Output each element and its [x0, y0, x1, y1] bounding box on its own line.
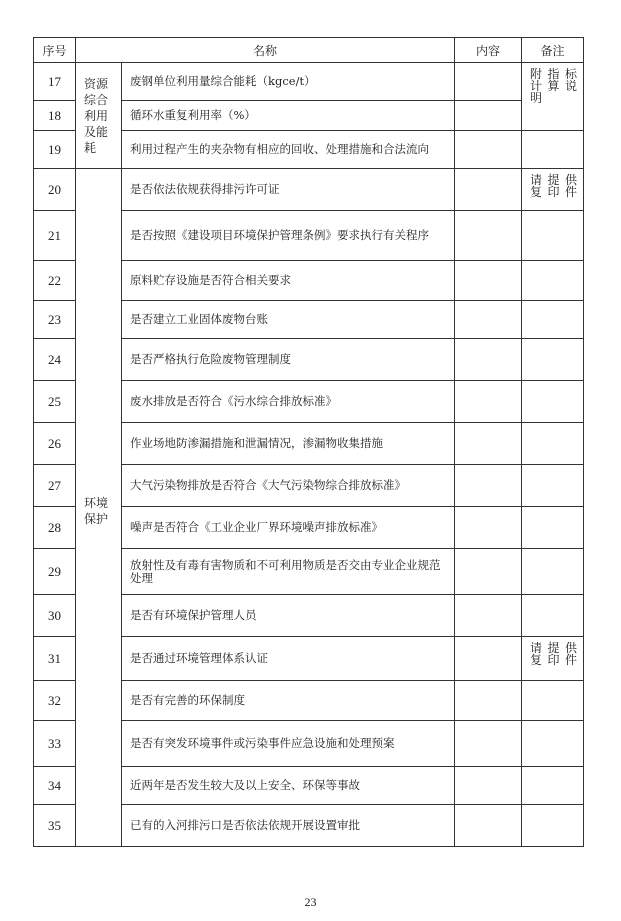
note-cell: [522, 423, 584, 465]
row-number: 26: [34, 423, 76, 465]
content-cell: [455, 465, 522, 507]
item-name: 是否严格执行危险废物管理制度: [122, 339, 455, 381]
content-cell: [455, 767, 522, 805]
note-cell: [522, 131, 584, 169]
note-cell: [522, 507, 584, 549]
table-row: [34, 169, 584, 211]
note-cell: 附指标计算说明: [522, 63, 584, 131]
row-number: 22: [34, 261, 76, 301]
item-name: 是否有突发环境事件或污染事件应急设施和处理预案: [122, 721, 455, 767]
row-number: 20: [34, 169, 76, 211]
header-content: 内容: [455, 38, 522, 63]
table-header-row: [34, 38, 584, 63]
header-name: 名称: [76, 38, 455, 63]
row-number: 34: [34, 767, 76, 805]
content-cell: [455, 211, 522, 261]
row-number: 27: [34, 465, 76, 507]
note-cell: [522, 301, 584, 339]
note-cell: [522, 549, 584, 595]
content-cell: [455, 595, 522, 637]
note-cell: [522, 805, 584, 847]
item-name: 是否有环境保护管理人员: [122, 595, 455, 637]
content-cell: [455, 101, 522, 131]
content-cell: [455, 169, 522, 211]
table-row: [34, 63, 584, 101]
row-number: 32: [34, 681, 76, 721]
row-number: 24: [34, 339, 76, 381]
content-cell: [455, 261, 522, 301]
header-seq: 序号: [34, 38, 76, 63]
row-number: 17: [34, 63, 76, 101]
content-cell: [455, 681, 522, 721]
row-number: 30: [34, 595, 76, 637]
note-cell: 请提供复印件: [522, 169, 584, 211]
row-number: 21: [34, 211, 76, 261]
item-name: 是否依法依规获得排污许可证: [122, 169, 455, 211]
note-cell: [522, 211, 584, 261]
content-cell: [455, 721, 522, 767]
content-cell: [455, 301, 522, 339]
note-cell: [522, 681, 584, 721]
category-environment: 环境保护: [76, 169, 122, 847]
content-cell: [455, 131, 522, 169]
note-cell: [522, 767, 584, 805]
item-name: 放射性及有毒有害物质和不可利用物质是否交由专业企业规范处理: [122, 549, 455, 595]
row-number: 28: [34, 507, 76, 549]
note-cell: [522, 465, 584, 507]
row-number: 18: [34, 101, 76, 131]
page-number: 23: [304, 895, 317, 909]
item-name: 是否按照《建设项目环境保护管理条例》要求执行有关程序: [122, 211, 455, 261]
content-cell: [455, 339, 522, 381]
item-name: 废水排放是否符合《污水综合排放标准》: [122, 381, 455, 423]
note-cell: 请提供复印件: [522, 637, 584, 681]
note-cell: [522, 261, 584, 301]
content-cell: [455, 381, 522, 423]
item-name: 噪声是否符合《工业企业厂界环境噪声排放标准》: [122, 507, 455, 549]
note-cell: [522, 595, 584, 637]
content-cell: [455, 549, 522, 595]
item-name: 是否有完善的环保制度: [122, 681, 455, 721]
content-cell: [455, 805, 522, 847]
row-number: 35: [34, 805, 76, 847]
row-number: 33: [34, 721, 76, 767]
row-number: 29: [34, 549, 76, 595]
row-number: 31: [34, 637, 76, 681]
header-note: 备注: [522, 38, 584, 63]
inspection-table: [33, 37, 584, 847]
item-name: 利用过程产生的夹杂物有相应的回收、处理措施和合法流向: [122, 131, 455, 169]
content-cell: [455, 637, 522, 681]
content-cell: [455, 507, 522, 549]
item-name: 循环水重复利用率（%）: [122, 101, 455, 131]
note-cell: [522, 381, 584, 423]
row-number: 25: [34, 381, 76, 423]
row-number: 23: [34, 301, 76, 339]
item-name: 已有的入河排污口是否依法依规开展设置审批: [122, 805, 455, 847]
item-name: 是否建立工业固体废物台账: [122, 301, 455, 339]
item-name: 作业场地防渗漏措施和泄漏情况，渗漏物收集措施: [122, 423, 455, 465]
item-name: 废钢单位利用量综合能耗（kgce/t）: [122, 63, 455, 101]
item-name: 大气污染物排放是否符合《大气污染物综合排放标准》: [122, 465, 455, 507]
note-cell: [522, 721, 584, 767]
note-cell: [522, 339, 584, 381]
content-cell: [455, 423, 522, 465]
item-name: 是否通过环境管理体系认证: [122, 637, 455, 681]
content-cell: [455, 63, 522, 101]
row-number: 19: [34, 131, 76, 169]
item-name: 原料贮存设施是否符合相关要求: [122, 261, 455, 301]
category-resource: 资源综合利用及能耗: [76, 63, 122, 169]
item-name: 近两年是否发生较大及以上安全、环保等事故: [122, 767, 455, 805]
